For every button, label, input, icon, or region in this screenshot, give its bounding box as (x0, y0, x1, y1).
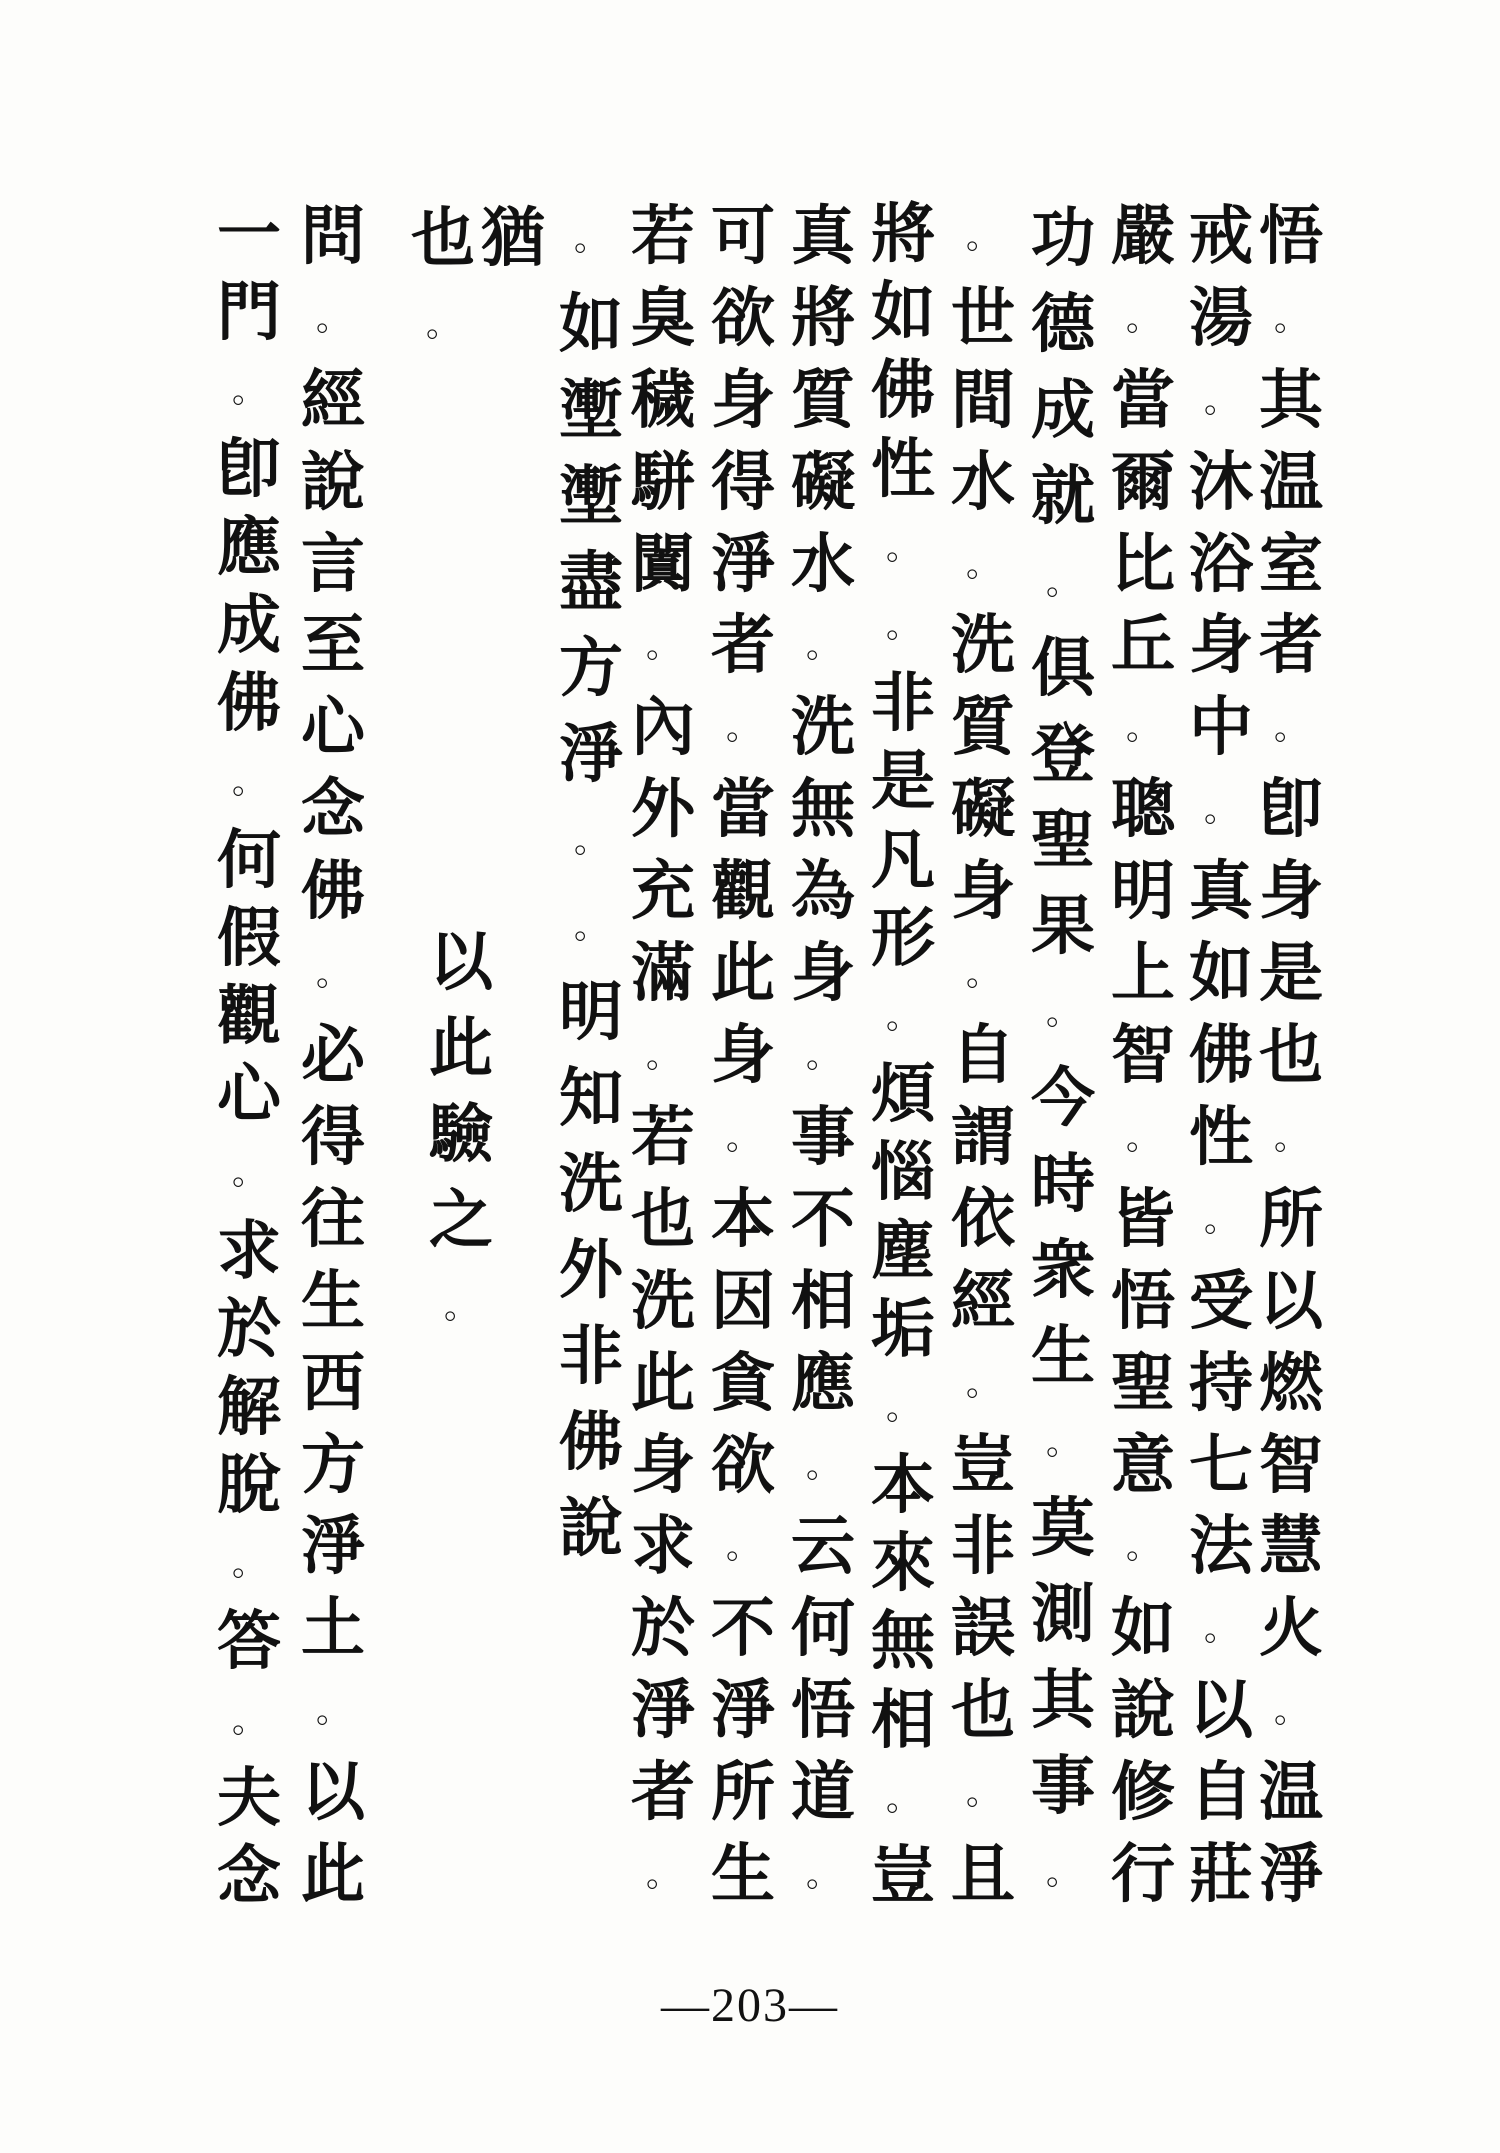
inserted-note (418, 920, 504, 1440)
glyph: 滿 (631, 936, 695, 1012)
glyph: 得 (301, 1099, 365, 1175)
glyph: 上 (1111, 936, 1175, 1012)
glyph: 駢 (631, 444, 695, 520)
glyph: 聰 (1111, 772, 1175, 848)
glyph: 此 (711, 936, 775, 1012)
glyph: 。 (1126, 1117, 1160, 1158)
glyph: 洗 (791, 690, 855, 766)
glyph: 。 (886, 1387, 920, 1428)
glyph: 。 (886, 527, 920, 568)
glyph: 。 (232, 1153, 266, 1194)
glyph: 。 (1204, 380, 1238, 421)
glyph: 成 (217, 588, 281, 664)
glyph: 礙 (791, 444, 855, 520)
glyph: 。 (966, 544, 1000, 585)
glyph: 如 (559, 287, 623, 362)
glyph: 闐 (631, 526, 695, 602)
glyph: 不 (791, 1181, 855, 1257)
glyph: 因 (711, 1263, 775, 1339)
glyph: 。 (966, 1363, 1000, 1404)
glyph: 方 (559, 631, 623, 706)
glyph: 。 (1046, 993, 1080, 1033)
glyph: 求 (631, 1509, 695, 1585)
glyph: 。 (1274, 1117, 1308, 1158)
glyph: 。 (1204, 1609, 1238, 1650)
glyph: 欲 (711, 280, 775, 356)
text-column (1100, 196, 1186, 1916)
glyph: 自 (951, 1018, 1015, 1094)
glyph: 依 (951, 1181, 1015, 1257)
glyph: 心 (217, 1057, 281, 1133)
glyph: 佛 (1189, 1018, 1253, 1094)
glyph: 佛 (871, 353, 935, 429)
glyph: 聖 (1031, 803, 1095, 878)
glyph: 之 (429, 1183, 493, 1258)
glyph: 淨 (1259, 1837, 1323, 1913)
glyph: 佛 (301, 854, 365, 930)
glyph: 莊 (1189, 1837, 1253, 1913)
glyph: 貪 (711, 1345, 775, 1421)
glyph: 。 (886, 996, 920, 1037)
glyph: 。 (646, 1036, 680, 1077)
glyph: 如 (1111, 1591, 1175, 1667)
glyph: 意 (1111, 1427, 1175, 1503)
glyph: 煩 (871, 1057, 935, 1133)
glyph: 。 (316, 954, 350, 995)
glyph: 所 (711, 1755, 775, 1831)
glyph: 。 (232, 1544, 266, 1585)
glyph: 相 (791, 1263, 855, 1339)
glyph: 皆 (1111, 1181, 1175, 1257)
text-column (700, 196, 786, 1916)
glyph: 卽 (1259, 772, 1323, 848)
glyph: 。 (1046, 563, 1080, 603)
text-column (548, 196, 634, 1916)
glyph: 當 (1111, 362, 1175, 438)
glyph: 法 (1189, 1509, 1253, 1585)
glyph: 礙 (951, 772, 1015, 848)
glyph: 為 (791, 854, 855, 930)
glyph: 悟 (1259, 198, 1323, 274)
glyph: 驗 (429, 1097, 493, 1172)
glyph: 聖 (1111, 1345, 1175, 1421)
glyph: 七 (1189, 1427, 1253, 1503)
glyph: 身 (631, 1427, 695, 1503)
glyph: 說 (301, 444, 365, 520)
glyph: 世 (951, 280, 1015, 356)
glyph: 非 (871, 666, 935, 742)
text-column (290, 196, 376, 1916)
glyph: 。 (1046, 1853, 1080, 1893)
glyph: 真 (791, 198, 855, 274)
glyph: 果 (1031, 889, 1095, 964)
glyph: 如 (1189, 936, 1253, 1012)
glyph: 浴 (1189, 526, 1253, 602)
glyph: 。 (966, 1773, 1000, 1814)
glyph: 其 (1259, 362, 1323, 438)
glyph: 觀 (217, 978, 281, 1054)
glyph: 身 (791, 936, 855, 1012)
glyph: 。 (1046, 1423, 1080, 1463)
glyph: 無 (791, 772, 855, 848)
glyph: 何 (217, 822, 281, 898)
glyph: 。 (444, 1287, 478, 1327)
glyph: 。 (232, 371, 266, 412)
glyph: 。 (1126, 708, 1160, 749)
glyph: 慧 (1259, 1509, 1323, 1585)
glyph: 佛 (217, 666, 281, 742)
glyph: 一 (217, 197, 281, 273)
glyph: 。 (726, 708, 760, 749)
glyph: 若 (631, 1099, 695, 1175)
glyph: 戒 (1189, 198, 1253, 274)
glyph: 知 (559, 1061, 623, 1136)
glyph: 往 (301, 1181, 365, 1257)
glyph: 不 (711, 1591, 775, 1667)
glyph: 者 (1259, 608, 1323, 684)
glyph: 答 (217, 1604, 281, 1680)
glyph: 外 (559, 1233, 623, 1308)
glyph: 今 (1031, 1061, 1095, 1136)
glyph: 。 (316, 298, 350, 339)
glyph: 壍 (559, 373, 623, 448)
glyph: 將 (871, 197, 935, 273)
glyph: 若 (631, 198, 695, 274)
glyph: 來 (871, 1526, 935, 1602)
glyph: 誤 (951, 1591, 1015, 1667)
glyph: 是 (871, 744, 935, 820)
glyph: 明 (559, 975, 623, 1050)
glyph: 。 (1204, 790, 1238, 831)
glyph: 。 (646, 626, 680, 667)
glyph: 。 (806, 1445, 840, 1486)
glyph: 。 (806, 626, 840, 667)
glyph: 是 (1259, 936, 1323, 1012)
glyph: 經 (951, 1263, 1015, 1339)
glyph: 。 (574, 821, 608, 861)
glyph: 經 (301, 362, 365, 438)
glyph: 土 (301, 1591, 365, 1667)
glyph: 修 (1111, 1755, 1175, 1831)
glyph: 。 (1126, 1527, 1160, 1568)
glyph: 燃 (1259, 1345, 1323, 1421)
glyph: 淨 (711, 1673, 775, 1749)
page-number: —203— (661, 1979, 839, 2032)
glyph: 者 (711, 608, 775, 684)
glyph: 。 (806, 1855, 840, 1896)
glyph: 問 (301, 198, 365, 274)
glyph: 道 (791, 1755, 855, 1831)
glyph: 。 (426, 305, 460, 345)
glyph: 就 (1031, 459, 1095, 534)
glyph: 卽 (217, 431, 281, 507)
glyph: 西 (301, 1345, 365, 1421)
glyph: 且 (951, 1837, 1015, 1913)
glyph: 非 (559, 1319, 623, 1394)
glyph: 豈 (951, 1427, 1015, 1503)
glyph: 此 (429, 1011, 493, 1086)
glyph: 此 (301, 1837, 365, 1913)
glyph: 智 (1111, 1018, 1175, 1094)
glyph: 生 (711, 1837, 775, 1913)
glyph: 凡 (871, 822, 935, 898)
glyph: 也 (631, 1181, 695, 1257)
glyph: 生 (301, 1263, 365, 1339)
glyph: 何 (791, 1591, 855, 1667)
text-column (860, 196, 946, 1916)
glyph: 中 (1189, 690, 1253, 766)
glyph: 本 (711, 1181, 775, 1257)
glyph: 持 (1189, 1345, 1253, 1421)
glyph: 所 (1259, 1181, 1323, 1257)
glyph: 身 (711, 1018, 775, 1094)
glyph: 湯 (1189, 280, 1253, 356)
glyph: 形 (871, 900, 935, 976)
glyph: 言 (301, 526, 365, 602)
glyph: 温 (1259, 444, 1323, 520)
glyph: 。 (1126, 298, 1160, 339)
glyph: 事 (791, 1099, 855, 1175)
glyph: 成 (1031, 373, 1095, 448)
glyph: 事 (1031, 1749, 1095, 1824)
glyph: 自 (1189, 1755, 1253, 1831)
glyph: 。 (886, 1778, 920, 1819)
glyph: 受 (1189, 1263, 1253, 1339)
glyph: 也 (411, 201, 475, 276)
text-column (206, 196, 292, 1916)
glyph: 塵 (871, 1213, 935, 1289)
glyph: 身 (1189, 608, 1253, 684)
glyph: 。 (966, 954, 1000, 995)
glyph: 內 (631, 690, 695, 766)
glyph: 嚴 (1111, 198, 1175, 274)
glyph: 質 (951, 690, 1015, 766)
glyph: 念 (301, 772, 365, 848)
glyph: 。 (232, 762, 266, 803)
glyph: 。 (1274, 298, 1308, 339)
glyph: 壍 (559, 459, 623, 534)
glyph: 云 (791, 1509, 855, 1585)
glyph: 。 (966, 216, 1000, 257)
glyph: 身 (1259, 854, 1323, 930)
glyph: 。 (886, 606, 920, 647)
glyph: 得 (711, 444, 775, 520)
glyph: 如 (871, 275, 935, 351)
glyph: 門 (217, 275, 281, 351)
glyph: 夫 (217, 1760, 281, 1836)
glyph: 明 (1111, 854, 1175, 930)
glyph: 時 (1031, 1147, 1095, 1222)
glyph: 。 (574, 219, 608, 259)
glyph: 悟 (1111, 1263, 1175, 1339)
glyph: 可 (711, 198, 775, 274)
glyph: 其 (1031, 1663, 1095, 1738)
glyph: 以 (429, 925, 493, 1000)
glyph: 以 (1259, 1263, 1323, 1339)
glyph: 洗 (951, 608, 1015, 684)
glyph: 應 (217, 509, 281, 585)
glyph: 也 (951, 1673, 1015, 1749)
glyph: 。 (1274, 1691, 1308, 1732)
glyph: 豈 (871, 1839, 935, 1915)
glyph: 淨 (301, 1509, 365, 1585)
glyph: 欲 (711, 1427, 775, 1503)
glyph: 猶 (481, 201, 545, 276)
glyph: 說 (559, 1491, 623, 1566)
glyph: 俱 (1031, 631, 1095, 706)
glyph: 垢 (871, 1291, 935, 1367)
glyph: 此 (631, 1345, 695, 1421)
glyph: 智 (1259, 1427, 1323, 1503)
glyph: 。 (726, 1117, 760, 1158)
glyph: 將 (791, 280, 855, 356)
text-column (1020, 196, 1106, 1916)
glyph: 。 (646, 1855, 680, 1896)
glyph: 測 (1031, 1577, 1095, 1652)
glyph: 悟 (791, 1673, 855, 1749)
glyph: 。 (1204, 1199, 1238, 1240)
glyph: 。 (806, 1036, 840, 1077)
glyph: 洗 (631, 1263, 695, 1339)
glyph: 本 (871, 1448, 935, 1524)
glyph: 身 (711, 362, 775, 438)
glyph: 衆 (1031, 1233, 1095, 1308)
glyph: 質 (791, 362, 855, 438)
glyph: 外 (631, 772, 695, 848)
glyph: 惱 (871, 1135, 935, 1211)
glyph: 臭 (631, 280, 695, 356)
glyph: 室 (1259, 526, 1323, 602)
text-column (940, 196, 1026, 1916)
glyph: 火 (1259, 1591, 1323, 1667)
glyph: 爾 (1111, 444, 1175, 520)
glyph: 於 (217, 1291, 281, 1367)
glyph: 間 (951, 362, 1015, 438)
glyph: 沐 (1189, 444, 1253, 520)
glyph: 當 (711, 772, 775, 848)
glyph: 充 (631, 854, 695, 930)
glyph: 淨 (631, 1673, 695, 1749)
glyph: 真 (1189, 854, 1253, 930)
text-column (780, 196, 866, 1916)
glyph: 性 (1189, 1099, 1253, 1175)
glyph: 。 (232, 1700, 266, 1741)
glyph: 方 (301, 1427, 365, 1503)
glyph: 。 (316, 1691, 350, 1732)
glyph: 佛 (559, 1405, 623, 1480)
glyph: 以 (301, 1755, 365, 1831)
glyph: 相 (871, 1682, 935, 1758)
glyph: 登 (1031, 717, 1095, 792)
glyph: 温 (1259, 1755, 1323, 1831)
glyph: 水 (951, 444, 1015, 520)
glyph: 莫 (1031, 1491, 1095, 1566)
glyph: 說 (1111, 1673, 1175, 1749)
glyph: 水 (791, 526, 855, 602)
glyph: 。 (574, 907, 608, 947)
glyph: 淨 (559, 717, 623, 792)
glyph: 脫 (217, 1448, 281, 1524)
glyph: 謂 (951, 1099, 1015, 1175)
glyph: 假 (217, 900, 281, 976)
glyph: 行 (1111, 1837, 1175, 1913)
glyph: 性 (871, 431, 935, 507)
glyph: 解 (217, 1369, 281, 1445)
glyph: 洗 (559, 1147, 623, 1222)
glyph: 以 (1189, 1673, 1253, 1749)
glyph: 丘 (1111, 608, 1175, 684)
glyph: 身 (951, 854, 1015, 930)
glyph: 於 (631, 1591, 695, 1667)
glyph: 觀 (711, 854, 775, 930)
glyph: 盡 (559, 545, 623, 620)
glyph: 必 (301, 1018, 365, 1094)
glyph: 念 (217, 1839, 281, 1915)
glyph: 比 (1111, 526, 1175, 602)
glyph: 應 (791, 1345, 855, 1421)
glyph: 心 (301, 690, 365, 766)
glyph: 。 (1274, 708, 1308, 749)
glyph: 淨 (711, 526, 775, 602)
glyph: 穢 (631, 362, 695, 438)
glyph: 德 (1031, 287, 1095, 362)
glyph: 非 (951, 1509, 1015, 1585)
glyph: 。 (726, 1527, 760, 1568)
glyph: 求 (217, 1213, 281, 1289)
glyph: 功 (1031, 201, 1095, 276)
glyph: 生 (1031, 1319, 1095, 1394)
glyph: 也 (1259, 1018, 1323, 1094)
text-column (1178, 196, 1264, 1916)
glyph: 至 (301, 608, 365, 684)
glyph: 無 (871, 1604, 935, 1680)
glyph: 者 (631, 1755, 695, 1831)
